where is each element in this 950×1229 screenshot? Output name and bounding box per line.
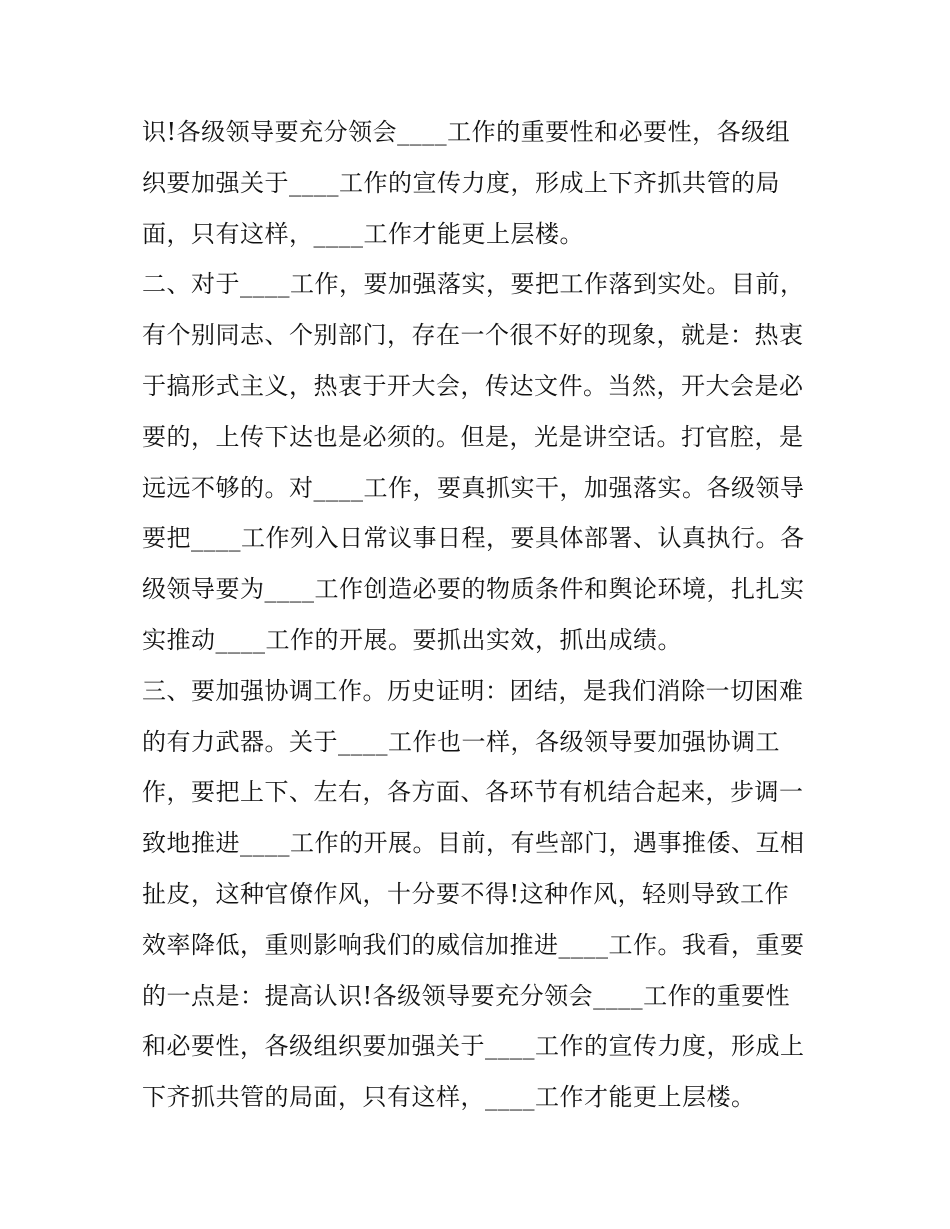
text-line: 级领导要为____工作创造必要的物质条件和舆论环境，扎扎实 [142, 575, 805, 604]
text-line: 识!各级领导要充分领会____工作的重要性和必要性，各级组 [142, 118, 791, 146]
text-line: 远远不够的。对____工作，要真抓实干，加强落实。各级领导 [142, 473, 805, 502]
text-line: 和必要性，各级组织要加强关于____工作的宣传力度，形成上 [142, 1032, 805, 1061]
text-line: 的有力武器。关于____工作也一样，各级领导要加强协调工 [142, 727, 780, 756]
text-line: 实推动____工作的开展。要抓出实效，抓出成绩。 [142, 625, 682, 654]
text-line: 于搞形式主义，热衷于开大会，传达文件。当然，开大会是必 [142, 371, 804, 400]
document-body [142, 107, 814, 1123]
text-line: 作，要把上下、左右，各方面、各环节有机结合起来，步调一 [142, 778, 804, 807]
text-line: 扯皮，这种官僚作风，十分要不得!这种作风，轻则导致工作 [142, 879, 790, 908]
text-line: 三、要加强协调工作。历史证明：团结，是我们消除一切困难 [142, 676, 804, 705]
text-line: 的一点是：提高认识!各级领导要充分领会____工作的重要性 [142, 981, 791, 1010]
text-line: 织要加强关于____工作的宣传力度，形成上下齐抓共管的局 [142, 168, 780, 197]
text-line: 下齐抓共管的局面，只有这样，____工作才能更上层楼。 [142, 1083, 756, 1112]
text-line: 要的，上传下达也是必须的。但是，光是讲空话。打官腔，是 [142, 422, 804, 451]
text-line: 效率降低，重则影响我们的威信加推进____工作。我看，重要 [142, 930, 805, 959]
text-line: 要把____工作列入日常议事日程，要具体部署、认真执行。各 [142, 524, 805, 553]
text-line: 面，只有这样，____工作才能更上层楼。 [142, 219, 584, 248]
text-line: 致地推进____工作的开展。目前，有些部门，遇事推倭、互相 [142, 829, 805, 858]
text-line: 二、对于____工作，要加强落实，要把工作落到实处。目前， [142, 270, 805, 299]
text-line: 有个别同志、个别部门，存在一个很不好的现象，就是：热衷 [142, 321, 804, 350]
